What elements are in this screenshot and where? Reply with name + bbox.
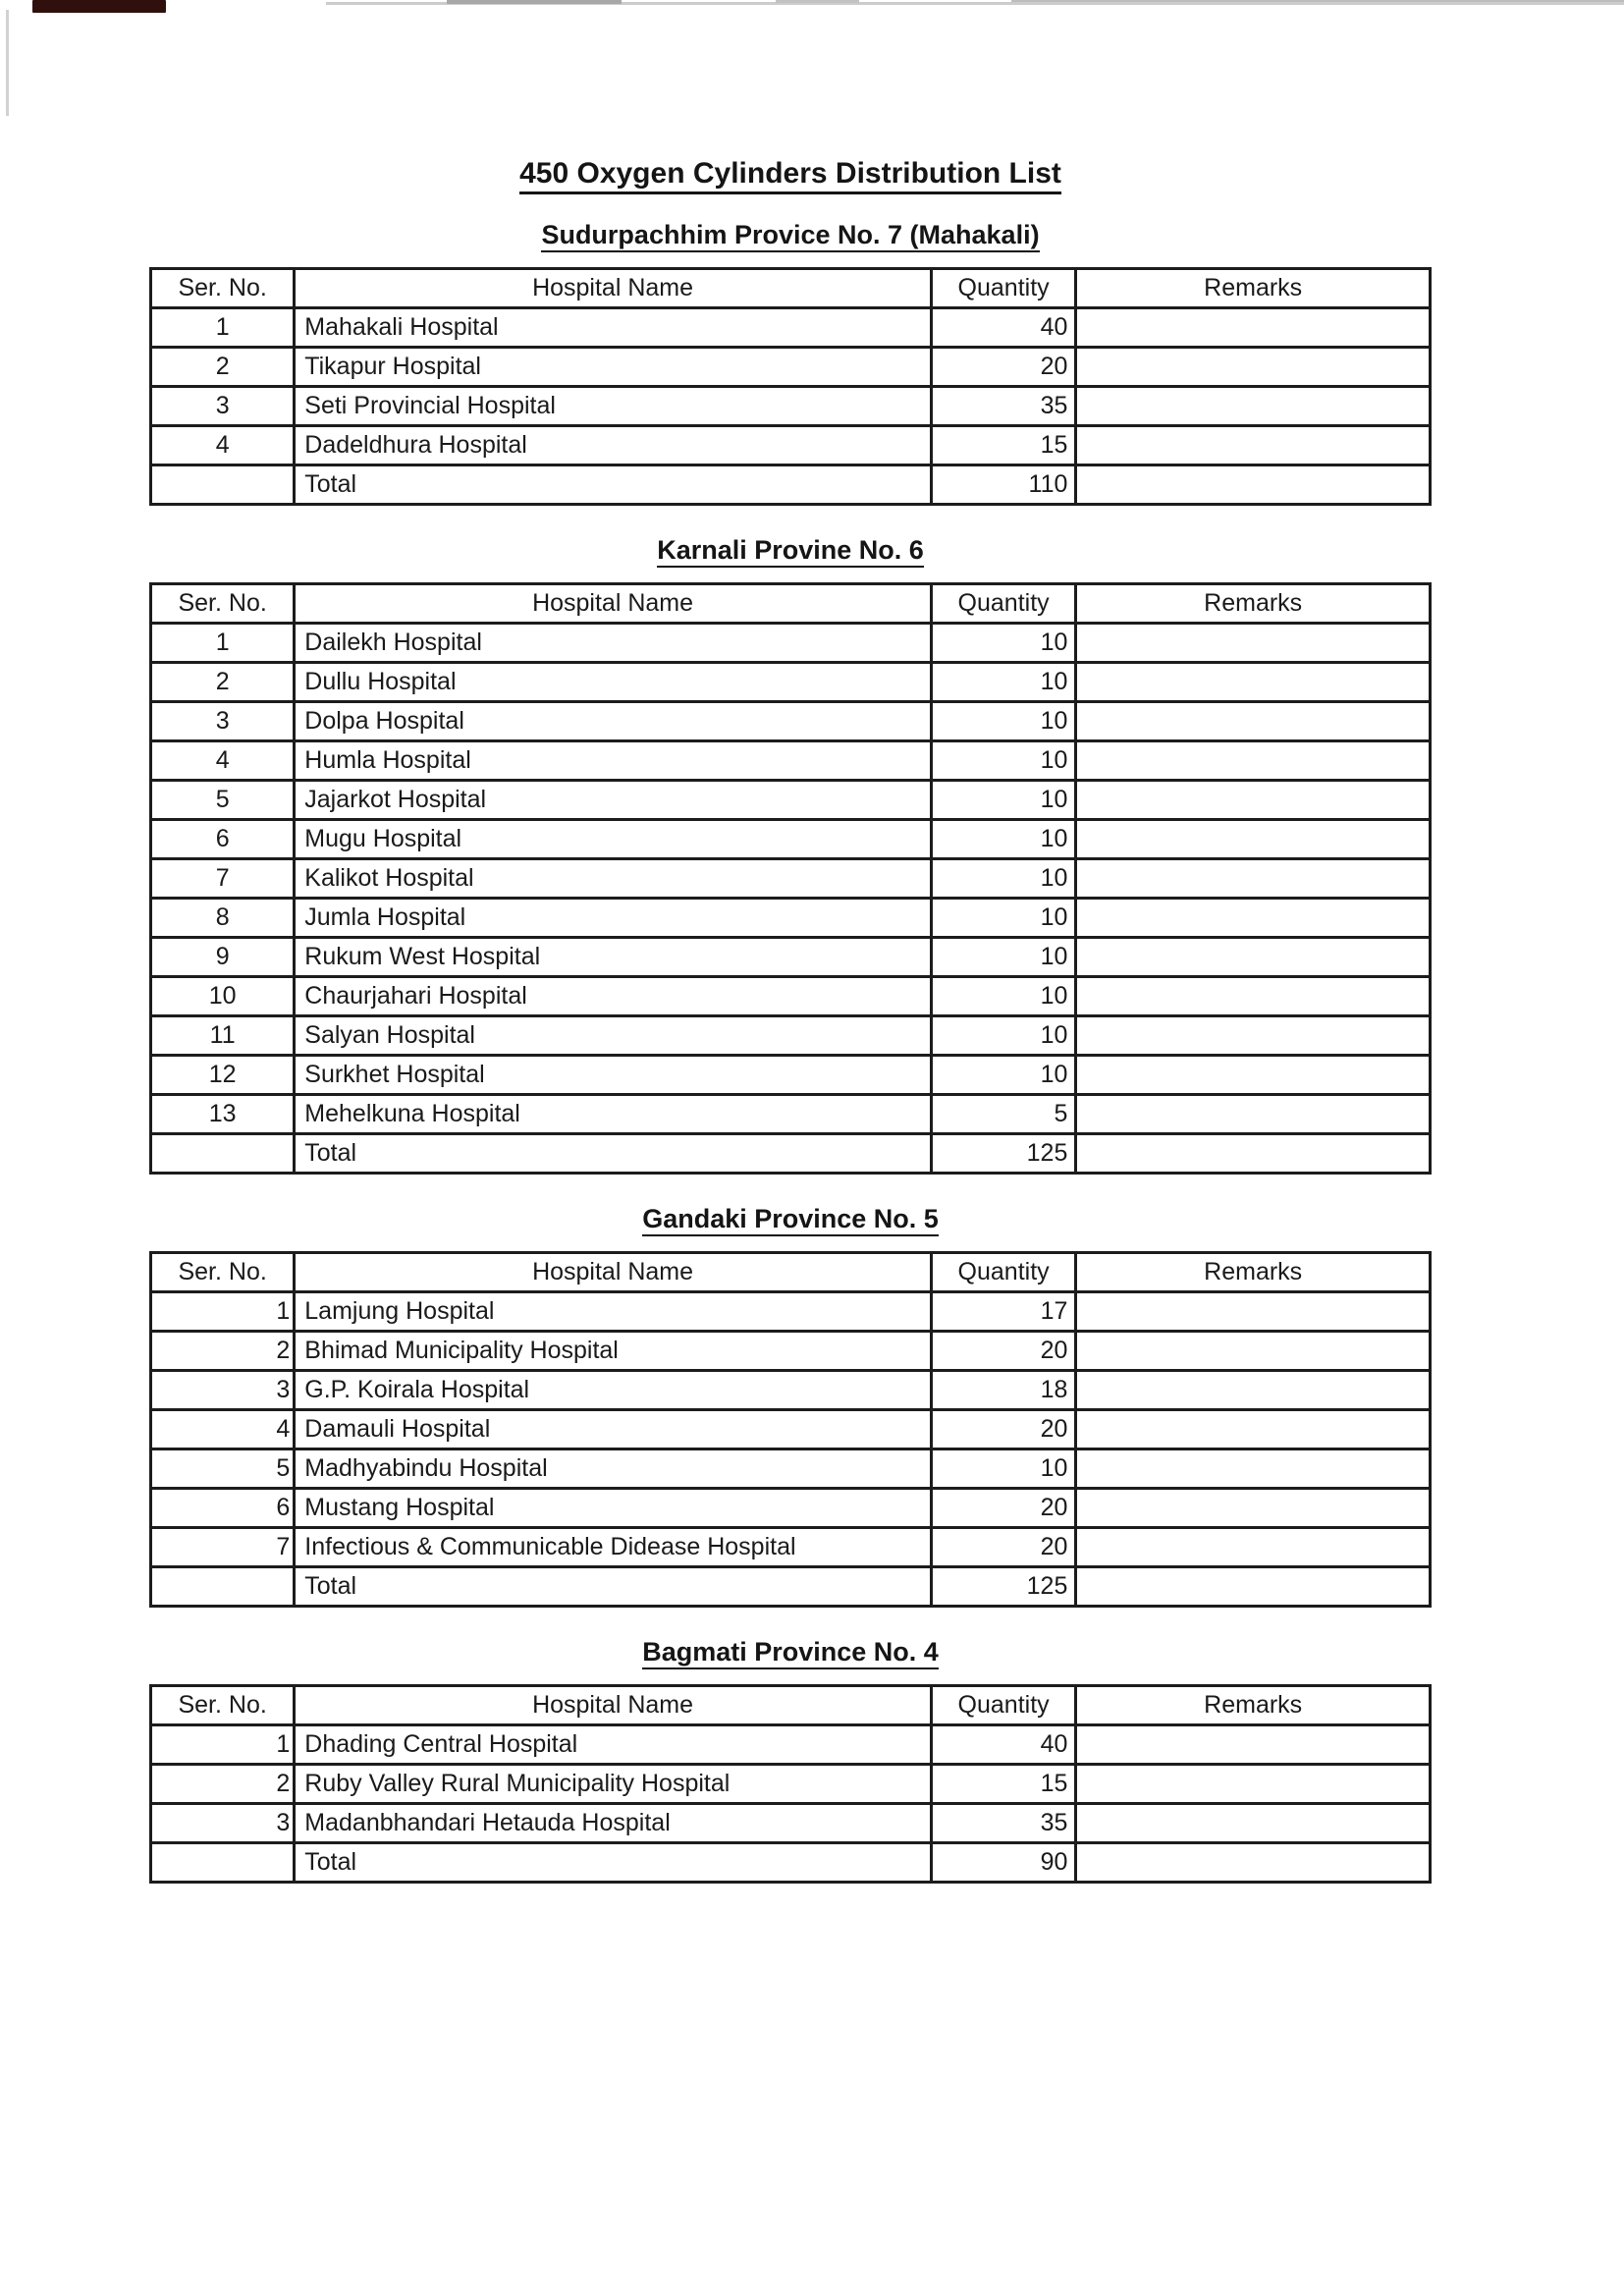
- quantity-cell: 10: [931, 859, 1076, 899]
- table-row: [151, 663, 1431, 702]
- serial-cell: 2: [151, 348, 295, 387]
- remarks-cell: [1076, 308, 1431, 348]
- remarks-cell: [1076, 1095, 1431, 1134]
- table-row: [151, 1332, 1431, 1371]
- table-row: [151, 859, 1431, 899]
- section-heading-text: Karnali Provine No. 6: [657, 535, 924, 568]
- table-body: [151, 624, 1431, 1174]
- hospital-name-cell: Ruby Valley Rural Municipality Hospital: [295, 1765, 932, 1804]
- remarks-cell: [1076, 820, 1431, 859]
- remarks-cell: [1076, 1292, 1431, 1332]
- column-header-remarks: Remarks: [1076, 269, 1431, 308]
- remarks-cell: [1076, 1332, 1431, 1371]
- quantity-cell: 10: [931, 663, 1076, 702]
- table-row: [151, 308, 1431, 348]
- column-header-hospital-name: Hospital Name: [295, 584, 932, 624]
- total-quantity-cell: 125: [931, 1134, 1076, 1174]
- serial-cell: 1: [151, 624, 295, 663]
- serial-cell: 13: [151, 1095, 295, 1134]
- quantity-cell: 10: [931, 899, 1076, 938]
- quantity-cell: 15: [931, 426, 1076, 465]
- column-header-hospital-name: Hospital Name: [295, 1686, 932, 1725]
- serial-cell: [151, 1567, 295, 1607]
- scan-artifact-edge-line: [6, 10, 9, 116]
- total-quantity-cell: 110: [931, 465, 1076, 505]
- serial-cell: 3: [151, 702, 295, 741]
- hospital-name-cell: Bhimad Municipality Hospital: [295, 1332, 932, 1371]
- table-row: [151, 781, 1431, 820]
- table-header: [151, 1253, 1431, 1292]
- hospital-name-cell: Infectious & Communicable Didease Hospital: [295, 1528, 932, 1567]
- hospital-name-cell: Tikapur Hospital: [295, 348, 932, 387]
- remarks-cell: [1076, 663, 1431, 702]
- table-row: [151, 1410, 1431, 1449]
- distribution-table: [149, 582, 1432, 1175]
- remarks-cell: [1076, 1371, 1431, 1410]
- column-header-remarks: Remarks: [1076, 584, 1431, 624]
- total-label-cell: Total: [295, 1134, 932, 1174]
- table-row: [151, 1449, 1431, 1489]
- hospital-name-cell: Dailekh Hospital: [295, 624, 932, 663]
- table-row: [151, 1725, 1431, 1765]
- column-header-hospital-name: Hospital Name: [295, 269, 932, 308]
- quantity-cell: 20: [931, 1528, 1076, 1567]
- section-heading: [149, 1204, 1432, 1234]
- quantity-cell: 20: [931, 1489, 1076, 1528]
- quantity-cell: 10: [931, 741, 1076, 781]
- hospital-name-cell: Chaurjahari Hospital: [295, 977, 932, 1016]
- total-row: [151, 1134, 1431, 1174]
- remarks-cell: [1076, 465, 1431, 505]
- remarks-cell: [1076, 781, 1431, 820]
- section-heading: [149, 220, 1432, 250]
- remarks-cell: [1076, 1449, 1431, 1489]
- hospital-name-cell: Madanbhandari Hetauda Hospital: [295, 1804, 932, 1843]
- column-header-quantity: Quantity: [931, 1686, 1076, 1725]
- total-quantity-cell: 90: [931, 1843, 1076, 1883]
- table-row: [151, 1016, 1431, 1056]
- table-row: [151, 820, 1431, 859]
- remarks-cell: [1076, 1725, 1431, 1765]
- table-row: [151, 938, 1431, 977]
- distribution-table: [149, 267, 1432, 506]
- total-quantity-cell: 125: [931, 1567, 1076, 1607]
- serial-cell: 2: [151, 1765, 295, 1804]
- serial-cell: 2: [151, 663, 295, 702]
- column-header-quantity: Quantity: [931, 1253, 1076, 1292]
- table-row: [151, 1095, 1431, 1134]
- serial-cell: 9: [151, 938, 295, 977]
- serial-cell: 6: [151, 820, 295, 859]
- remarks-cell: [1076, 702, 1431, 741]
- quantity-cell: 10: [931, 624, 1076, 663]
- serial-cell: 6: [151, 1489, 295, 1528]
- hospital-name-cell: Surkhet Hospital: [295, 1056, 932, 1095]
- hospital-name-cell: Rukum West Hospital: [295, 938, 932, 977]
- serial-cell: 3: [151, 1804, 295, 1843]
- quantity-cell: 10: [931, 781, 1076, 820]
- section-heading: [149, 1637, 1432, 1667]
- serial-cell: 1: [151, 308, 295, 348]
- table-row: [151, 899, 1431, 938]
- quantity-cell: 10: [931, 702, 1076, 741]
- scan-artifact-line: [776, 0, 859, 3]
- hospital-name-cell: Dolpa Hospital: [295, 702, 932, 741]
- quantity-cell: 15: [931, 1765, 1076, 1804]
- total-label-cell: Total: [295, 1567, 932, 1607]
- quantity-cell: 20: [931, 1332, 1076, 1371]
- total-row: [151, 1843, 1431, 1883]
- remarks-cell: [1076, 1410, 1431, 1449]
- quantity-cell: 10: [931, 820, 1076, 859]
- document-title-text: 450 Oxygen Cylinders Distribution List: [519, 157, 1061, 194]
- remarks-cell: [1076, 624, 1431, 663]
- remarks-cell: [1076, 938, 1431, 977]
- hospital-name-cell: Mahakali Hospital: [295, 308, 932, 348]
- remarks-cell: [1076, 977, 1431, 1016]
- table-header-row: [151, 1253, 1431, 1292]
- hospital-name-cell: Mehelkuna Hospital: [295, 1095, 932, 1134]
- table-body: [151, 308, 1431, 505]
- hospital-name-cell: Seti Provincial Hospital: [295, 387, 932, 426]
- quantity-cell: 5: [931, 1095, 1076, 1134]
- quantity-cell: 40: [931, 308, 1076, 348]
- distribution-table: [149, 1684, 1432, 1884]
- total-label-cell: Total: [295, 465, 932, 505]
- table-header-row: [151, 269, 1431, 308]
- serial-cell: 1: [151, 1292, 295, 1332]
- remarks-cell: [1076, 1016, 1431, 1056]
- hospital-name-cell: Lamjung Hospital: [295, 1292, 932, 1332]
- remarks-cell: [1076, 859, 1431, 899]
- section-heading-text: Bagmati Province No. 4: [642, 1637, 939, 1669]
- remarks-cell: [1076, 1567, 1431, 1607]
- serial-cell: 7: [151, 859, 295, 899]
- serial-cell: 4: [151, 426, 295, 465]
- document-title: [149, 157, 1432, 191]
- total-row: [151, 465, 1431, 505]
- hospital-name-cell: Dullu Hospital: [295, 663, 932, 702]
- table-body: [151, 1725, 1431, 1883]
- hospital-name-cell: Madhyabindu Hospital: [295, 1449, 932, 1489]
- quantity-cell: 17: [931, 1292, 1076, 1332]
- hospital-name-cell: Mustang Hospital: [295, 1489, 932, 1528]
- table-row: [151, 702, 1431, 741]
- serial-cell: [151, 1134, 295, 1174]
- hospital-name-cell: Dadeldhura Hospital: [295, 426, 932, 465]
- remarks-cell: [1076, 1765, 1431, 1804]
- column-header-ser-no: Ser. No.: [151, 584, 295, 624]
- table-row: [151, 1804, 1431, 1843]
- scan-artifact-line: [447, 0, 622, 4]
- serial-cell: [151, 1843, 295, 1883]
- serial-cell: 4: [151, 741, 295, 781]
- table-header-row: [151, 1686, 1431, 1725]
- table-row: [151, 348, 1431, 387]
- column-header-quantity: Quantity: [931, 584, 1076, 624]
- column-header-ser-no: Ser. No.: [151, 269, 295, 308]
- table-row: [151, 426, 1431, 465]
- quantity-cell: 18: [931, 1371, 1076, 1410]
- serial-cell: 5: [151, 781, 295, 820]
- remarks-cell: [1076, 741, 1431, 781]
- remarks-cell: [1076, 1528, 1431, 1567]
- table-header: [151, 584, 1431, 624]
- quantity-cell: 40: [931, 1725, 1076, 1765]
- column-header-remarks: Remarks: [1076, 1686, 1431, 1725]
- section-heading: [149, 535, 1432, 566]
- quantity-cell: 10: [931, 1449, 1076, 1489]
- column-header-ser-no: Ser. No.: [151, 1686, 295, 1725]
- section-heading-text: Sudurpachhim Provice No. 7 (Mahakali): [541, 220, 1039, 252]
- column-header-remarks: Remarks: [1076, 1253, 1431, 1292]
- quantity-cell: 10: [931, 1016, 1076, 1056]
- hospital-name-cell: Mugu Hospital: [295, 820, 932, 859]
- table-body: [151, 1292, 1431, 1607]
- remarks-cell: [1076, 1056, 1431, 1095]
- table-row: [151, 1489, 1431, 1528]
- table-row: [151, 1371, 1431, 1410]
- hospital-name-cell: Damauli Hospital: [295, 1410, 932, 1449]
- hospital-name-cell: Humla Hospital: [295, 741, 932, 781]
- distribution-table: [149, 1251, 1432, 1608]
- serial-cell: 10: [151, 977, 295, 1016]
- quantity-cell: 10: [931, 977, 1076, 1016]
- remarks-cell: [1076, 348, 1431, 387]
- remarks-cell: [1076, 1134, 1431, 1174]
- table-row: [151, 1056, 1431, 1095]
- hospital-name-cell: Dhading Central Hospital: [295, 1725, 932, 1765]
- table-row: [151, 387, 1431, 426]
- total-label-cell: Total: [295, 1843, 932, 1883]
- document-content: [149, 157, 1432, 1913]
- hospital-name-cell: Jumla Hospital: [295, 899, 932, 938]
- hospital-name-cell: Kalikot Hospital: [295, 859, 932, 899]
- table-header: [151, 269, 1431, 308]
- quantity-cell: 10: [931, 1056, 1076, 1095]
- scan-artifact-line: [1011, 0, 1624, 2]
- table-row: [151, 977, 1431, 1016]
- section-heading-text: Gandaki Province No. 5: [642, 1204, 939, 1236]
- hospital-name-cell: G.P. Koirala Hospital: [295, 1371, 932, 1410]
- serial-cell: 4: [151, 1410, 295, 1449]
- remarks-cell: [1076, 1489, 1431, 1528]
- quantity-cell: 20: [931, 1410, 1076, 1449]
- serial-cell: 3: [151, 1371, 295, 1410]
- serial-cell: 3: [151, 387, 295, 426]
- remarks-cell: [1076, 899, 1431, 938]
- quantity-cell: 10: [931, 938, 1076, 977]
- table-row: [151, 1292, 1431, 1332]
- hospital-name-cell: Jajarkot Hospital: [295, 781, 932, 820]
- column-header-hospital-name: Hospital Name: [295, 1253, 932, 1292]
- remarks-cell: [1076, 387, 1431, 426]
- table-row: [151, 624, 1431, 663]
- serial-cell: [151, 465, 295, 505]
- quantity-cell: 35: [931, 387, 1076, 426]
- remarks-cell: [1076, 1804, 1431, 1843]
- table-header-row: [151, 584, 1431, 624]
- serial-cell: 8: [151, 899, 295, 938]
- serial-cell: 1: [151, 1725, 295, 1765]
- table-row: [151, 1528, 1431, 1567]
- column-header-ser-no: Ser. No.: [151, 1253, 295, 1292]
- serial-cell: 11: [151, 1016, 295, 1056]
- serial-cell: 5: [151, 1449, 295, 1489]
- sections-container: [149, 220, 1432, 1884]
- total-row: [151, 1567, 1431, 1607]
- quantity-cell: 35: [931, 1804, 1076, 1843]
- remarks-cell: [1076, 426, 1431, 465]
- serial-cell: 12: [151, 1056, 295, 1095]
- column-header-quantity: Quantity: [931, 269, 1076, 308]
- quantity-cell: 20: [931, 348, 1076, 387]
- serial-cell: 2: [151, 1332, 295, 1371]
- hospital-name-cell: Salyan Hospital: [295, 1016, 932, 1056]
- serial-cell: 7: [151, 1528, 295, 1567]
- table-row: [151, 741, 1431, 781]
- table-row: [151, 1765, 1431, 1804]
- scan-artifact-bar: [32, 0, 166, 13]
- remarks-cell: [1076, 1843, 1431, 1883]
- table-header: [151, 1686, 1431, 1725]
